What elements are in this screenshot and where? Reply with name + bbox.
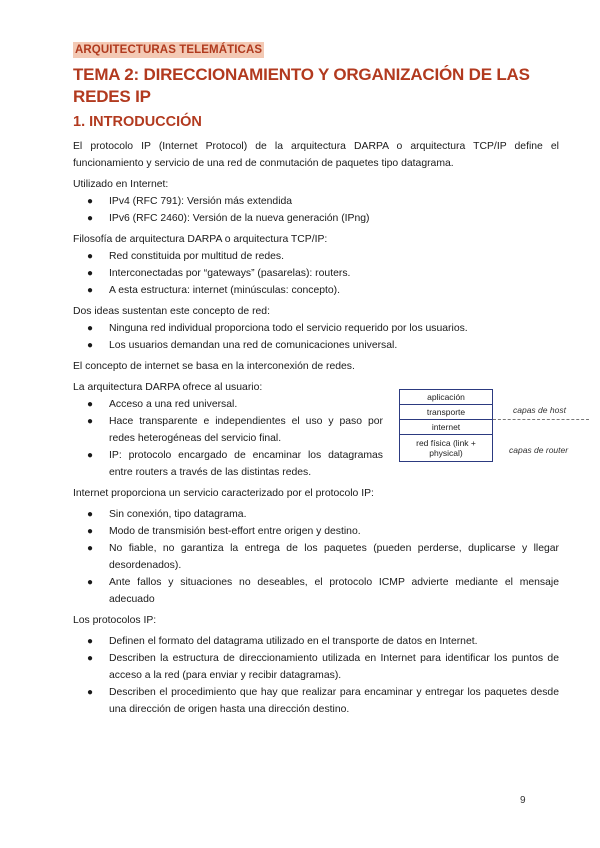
list-item: ● Ninguna red individual proporciona todo el servicio requerido por los usuarios. — [87, 323, 468, 334]
list-item: ● Definen el formato del datagrama utilizado en el transporte de datos en Internet. — [87, 636, 478, 647]
used-label: Utilizado en Internet: — [73, 179, 169, 190]
list-item: ● Modo de transmisión best-effort entre origen y destino. — [87, 526, 361, 537]
darpa-label: La arquitectura DARPA ofrece al usuario: — [73, 382, 263, 393]
list-item: ● Ante fallos y situaciones no deseables, el protocolo ICMP advierte mediante el mensaje adecuado — [87, 577, 559, 605]
list-item: ● No fiable, no garantiza la entrega de los paquetes (pueden perderse, duplicarse y llegar desordenados). — [87, 543, 559, 571]
list-item: ● A esta estructura: internet (minúsculas: concepto). — [87, 285, 341, 296]
page-number: 9 — [520, 795, 526, 806]
list-item: ● IPv6 (RFC 2460): Versión de la nueva generación (IPng) — [87, 213, 370, 224]
list-item: ● IPv4 (RFC 791): Versión más extendida — [87, 196, 293, 207]
service-list — [73, 506, 559, 608]
layer-transport: transporte — [400, 405, 493, 420]
list-item: ● Acceso a una red universal. — [87, 399, 238, 410]
service-label: Internet proporciona un servicio caracterizado por el protocolo IP: — [73, 488, 374, 499]
list-item: ● Sin conexión, tipo datagrama. — [87, 509, 247, 520]
used-list — [73, 193, 559, 227]
router-layers-label: capas de router — [509, 445, 569, 455]
list-item: ● Los usuarios demandan una red de comunicaciones universal. — [87, 340, 398, 351]
philosophy-list — [73, 248, 559, 299]
ideas-label: Dos ideas sustentan este concepto de red: — [73, 306, 270, 317]
chapter-title: TEMA 2: DIRECCIONAMIENTO Y ORGANIZACIÓN DE LAS REDES IP — [73, 65, 530, 106]
list-item: ● IP: protocolo encargado de encaminar los datagramas entre routers a través de las distintas redes. — [87, 450, 383, 478]
darpa-list — [73, 396, 383, 481]
list-item: ● Red constituida por multitud de redes. — [87, 251, 285, 262]
philosophy-label: Filosofía de arquitectura DARPA o arquitectura TCP/IP: — [73, 234, 328, 245]
protocols-list — [73, 633, 559, 718]
host-divider — [493, 419, 589, 420]
protocols-label: Los protocolos IP: — [73, 615, 157, 626]
section-heading: 1. INTRODUCCIÓN — [73, 114, 202, 130]
intro-paragraph: El protocolo IP (Internet Protocol) de la arquitectura DARPA o arquitectura TCP/IP define el funcionamiento y servicio de una red de conmutación de paquetes tipo datagrama. — [73, 141, 559, 169]
layer-physical: red física (link + physical) — [400, 435, 493, 462]
layer-application: aplicación — [400, 390, 493, 405]
document-page — [73, 40, 559, 718]
list-item: ● Describen el procedimiento que hay que realizar para encaminar y entregar los paquetes desde una dirección de origen hasta una dirección destino. — [87, 687, 559, 715]
host-layers-label: capas de host — [513, 405, 566, 415]
list-item: ● Interconectadas por “gateways” (pasarelas): routers. — [87, 268, 351, 279]
ideas-list — [73, 320, 559, 354]
list-item: ● Hace transparente e independientes el uso y paso por redes heterogéneas del servicio final. — [87, 416, 383, 444]
concept-paragraph: El concepto de internet se basa en la interconexión de redes. — [73, 361, 355, 372]
layer-internet: internet — [400, 420, 493, 435]
course-title: ARQUITECTURAS TELEMÁTICAS — [75, 44, 263, 56]
protocol-stack-diagram — [399, 389, 589, 473]
list-item: ● Describen la estructura de direccionamiento utilizada en Internet para identificar los puntos de acceso a la red (para enviar y recibir datagramas). — [87, 653, 559, 681]
